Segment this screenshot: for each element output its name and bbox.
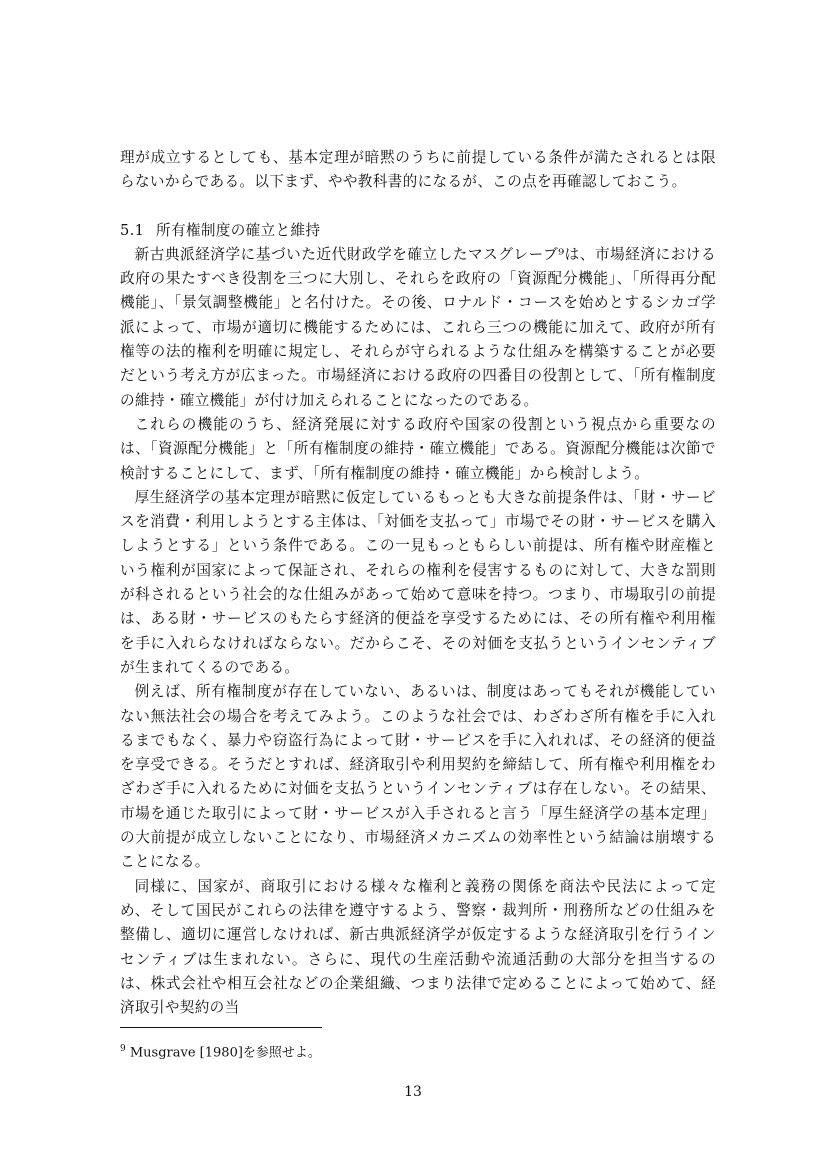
paragraph-lawless-society: 例えば、所有権制度が存在していない、あるいは、制度はあってもそれが機能していない無法社会の場合を考えてみよう。このような社会では、わざわざ所有権を手に入れるまでもなく、暴力や窃盗行為によって財・サービスを手に入れれば、その経済的便益を享受できる。そうだとすれば、経済取引や利用契約を締結して、所有権や利用権をわざわざ手に入れるために対価を支払うというインセンティブは存在しない。その結果、市場を通じた取引によって財・サービスが入手されると言う「厚生経済学の基本定理」の大前提が成立しないことになり、市場経済メカニズムの効率性という結論は崩壊することになる。 <box>120 683 716 871</box>
body-text <box>120 146 716 1020</box>
continuation-paragraph: 理が成立するとしても、基本定理が暗黙のうちに前提している条件が満たされるとは限らないからである。以下まず、やや教科書的になるが、この点を再確認しておこう。 <box>120 149 716 191</box>
footnote-marker: 9 <box>120 1044 126 1054</box>
paragraph-state-role: 同様に、国家が、商取引における様々な権利と義務の関係を商法や民法によって定め、そして国民がこれらの法律を遵守するよう、警察・裁判所・刑務所などの仕組みを整備し、適切に運営しなければ、新古典派経済学が仮定するような経済取引を行うインセンティブは生まれない。さらに、現代の生産活動や流通活動の大部分を担当するのは、株式会社や相互会社などの企業組織、つまり法律で定めることによって始めて、経済取引や契約の当 <box>120 877 716 1017</box>
footnote-text: Musgrave [1980]を参照せよ。 <box>129 1045 321 1061</box>
paragraph-functions: これらの機能のうち、経済発展に対する政府や国家の役割という視点から重要なのは、「資源配分機能」と「所有権制度の維持・確立機能」である。資源配分機能は次節で検討することにして、まず、「所有権制度の維持・確立機能」から検討しよう。 <box>120 415 716 482</box>
paragraph-welfare-theorem: 厚生経済学の基本定理が暗黙に仮定しているもっとも大きな前提条件は、「財・サービスを消費・利用しようとする主体は、「対価を支払って」市場でその財・サービスを購入しようとする」という条件である。この一見もっともらしい前提は、所有権や財産権という権利が国家によって保証され、それらの権利を侵害するものに対して、大きな罰則が科されるという社会的な仕組みがあって始めて意味を持つ。つまり、市場取引の前提は、ある財・サービスのもたらす経済的便益を享受するためには、その所有権や利用権を手に入れらなければならない。だからこそ、その対価を支払うというインセンティブが生まれてくるのである。 <box>120 488 716 676</box>
footnote-divider <box>120 1027 322 1028</box>
section-number: 5.1 <box>120 221 145 239</box>
page-number: 13 <box>404 1084 422 1100</box>
footnote <box>120 1040 321 1062</box>
section-title: 所有権制度の確立と維持 <box>156 221 321 239</box>
section-heading <box>120 219 716 243</box>
paragraph-musgrave: 新古典派経済学に基づいた近代財政学を確立したマスグレーブ⁹は、市場経済における政府の果たすべき役割を三つに大別し、それらを政府の「資源配分機能」、「所得再分配機能」、「景気調整機能」と名付けた。その後、ロナルド・コースを始めとするシカゴ学派によって、市場が適切に機能するためには、これら三つの機能に加えて、政府が所有権等の法的権利を明確に規定し、それらが守られるような仕組みを構築することが必要だという考え方が広まった。市場経済における政府の四番目の役割として、「所有権制度の維持・確立機能」が付け加えられることになったのである。 <box>120 245 716 409</box>
